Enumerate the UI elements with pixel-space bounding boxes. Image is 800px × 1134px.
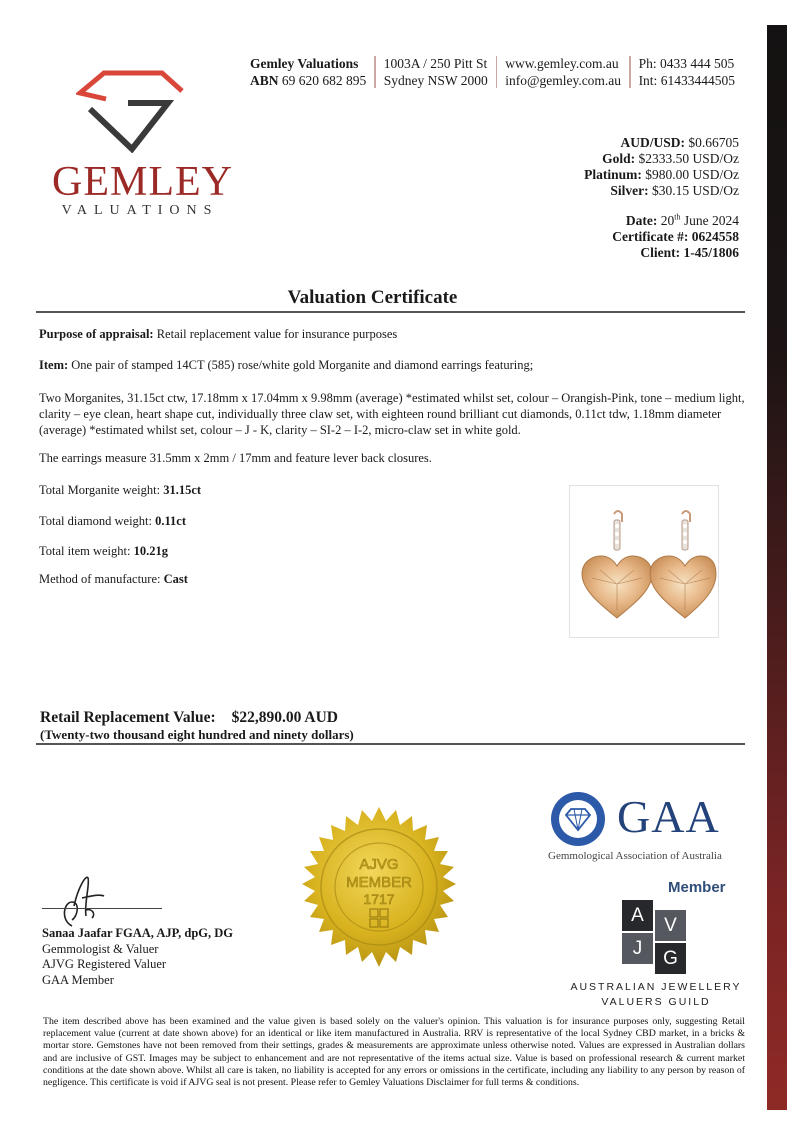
phone-label: Ph: xyxy=(638,56,657,71)
purpose-label: Purpose of appraisal: xyxy=(39,327,154,341)
ajvg-tile-v: V xyxy=(655,910,686,941)
ajvg-tile-j: J xyxy=(622,933,653,964)
gaa-emblem-icon xyxy=(545,790,613,848)
audusd-value: $0.66705 xyxy=(688,135,739,150)
side-accent-bar xyxy=(767,25,787,1110)
date-rest: June 2024 xyxy=(683,213,739,228)
total-value: 10.21g xyxy=(133,544,168,558)
measurements-line: The earrings measure 31.5mm x 2mm / 17mm and feature lever back closures. xyxy=(39,451,432,465)
logo-wordmark: GEMLEY xyxy=(52,159,233,205)
phone-block xyxy=(631,55,743,89)
title-divider xyxy=(36,311,745,313)
total-label: Total Morganite weight: xyxy=(39,483,161,497)
audusd-label: AUD/USD: xyxy=(620,135,685,150)
ajvg-name-line1: AUSTRALIAN JEWELLERY xyxy=(570,981,742,993)
market-rates xyxy=(584,135,739,199)
platinum-value: $980.00 USD/Oz xyxy=(645,167,739,182)
gaa-acronym: GAA xyxy=(617,791,720,842)
signature-line xyxy=(42,908,162,909)
date-label: Date: xyxy=(625,213,658,228)
total-value: 0.11ct xyxy=(155,514,187,528)
website-link[interactable]: www.gemley.com.au xyxy=(505,56,619,71)
member-label: Member xyxy=(668,879,726,896)
purpose-value: Retail replacement value for insurance purposes xyxy=(156,327,398,341)
platinum-label: Platinum: xyxy=(584,167,642,182)
certificate-meta xyxy=(612,213,739,261)
signer-title: GAA Member xyxy=(42,972,114,987)
ajvg-tile-g: G xyxy=(655,943,686,974)
total-label: Total diamond weight: xyxy=(39,514,152,528)
address-block xyxy=(376,55,496,89)
contact-header xyxy=(250,55,743,89)
total-row xyxy=(39,482,539,498)
heart-earrings-image-icon xyxy=(570,486,717,636)
svg-text:1717: 1717 xyxy=(363,891,395,907)
retail-value-line xyxy=(40,709,338,727)
company-name: Gemley Valuations xyxy=(250,56,359,71)
total-value: 31.15ct xyxy=(163,483,202,497)
certificate-label: Certificate #: xyxy=(612,229,689,244)
retail-value-words: (Twenty-two thousand eight hundred and ninety dollars) xyxy=(40,727,354,742)
total-value: Cast xyxy=(163,572,188,586)
client-label: Client: xyxy=(640,245,681,260)
item-label: Item: xyxy=(39,358,69,372)
gold-label: Gold: xyxy=(602,151,636,166)
silver-value: $30.15 USD/Oz xyxy=(652,183,739,198)
signer-title: Gemmologist & Valuer xyxy=(42,941,159,956)
item-description: Two Morganites, 31.15ct ctw, 17.18mm x 17.04mm x 9.98mm (average) *estimated whilst set, colour – Orangish-Pink, tone – medium light, clarity – eye clean, heart shape cut, individually three claw set, with eighteen round brilliant cut diamonds, 0.11ct tdw, 1.18mm diameter (average) *estimated whilst set, colour – J - K, clarity – SI-2 – I-2, micro-claw set in white gold. xyxy=(39,391,745,437)
gold-seal-icon xyxy=(290,805,468,977)
address-line1: 1003A / 250 Pitt St xyxy=(383,56,488,71)
disclaimer-text: The item described above has been examined and the value given is based solely on the valuer's opinion. This valuation is for insurance purposes only, suggesting Retail replacement value (current at date shown above) for an identical or like item manufactured in Australia. RRV is representative of the local Sydney CBD market, in a bricks & mortar store. Gemstones have not been removed from their settings, grades & measurements are approximate unless otherwise noted. Values are expressed in Australian dollars and are inclusive of GST. Images may be subject to enhancement and are not representative of the items actual size. Value is based on professional research & current market conditions at the date shown above. Whilst all care is taken, no liability is accepted for any errors or omissions in the certificate, including any liability to any person by reason of negligence. This certificate is void if AJVG seal is not present. Please refer to Gemley Valuations Disclaimer for full terms & conditions. xyxy=(43,1016,745,1089)
abn-label: ABN xyxy=(250,73,279,88)
ajvg-gold-seal xyxy=(290,805,468,977)
client-number: 1-45/1806 xyxy=(683,245,739,260)
retail-value-amount: $22,890.00 AUD xyxy=(231,709,338,726)
signer-title: AJVG Registered Valuer xyxy=(42,957,167,971)
address-line2: Sydney NSW 2000 xyxy=(383,73,488,88)
signer-block xyxy=(42,926,233,988)
email-link[interactable]: info@gemley.com.au xyxy=(505,73,622,88)
gemley-logo xyxy=(40,55,233,225)
signer-name: Sanaa Jaafar FGAA, AJP, dpG, DG xyxy=(42,926,234,940)
certificate-number: 0624558 xyxy=(691,229,739,244)
ajvg-name xyxy=(566,980,746,1010)
svg-text:AJVG: AJVG xyxy=(359,856,399,873)
item-value: One pair of stamped 14CT (585) rose/white gold Morganite and diamond earrings featuring; xyxy=(71,358,534,372)
gold-value: $2333.50 USD/Oz xyxy=(638,151,739,166)
ajvg-tile-a: A xyxy=(622,900,653,931)
svg-text:MEMBER: MEMBER xyxy=(346,874,412,891)
company-block xyxy=(250,55,374,89)
web-block xyxy=(497,55,629,89)
purpose-line xyxy=(39,326,745,342)
total-row xyxy=(39,543,539,559)
phone-number[interactable]: 0433 444 505 xyxy=(659,56,735,71)
date-day: 20 xyxy=(660,213,675,228)
gaa-fullname: Gemmological Association of Australia xyxy=(548,850,722,862)
earrings-photo xyxy=(569,485,719,638)
total-row xyxy=(39,571,539,587)
logo-subtitle: VALUATIONS xyxy=(61,203,219,218)
diamond-g-logo-icon xyxy=(76,65,188,153)
page-title: Valuation Certificate xyxy=(287,287,458,308)
ajvg-name-line2: VALUERS GUILD xyxy=(601,996,711,1008)
abn-number: 69 620 682 895 xyxy=(281,73,367,88)
date-suffix: th xyxy=(674,212,681,222)
retail-value-label: Retail Replacement Value: xyxy=(40,709,216,726)
int-phone-label: Int: xyxy=(638,73,658,88)
int-phone-number[interactable]: 61433444505 xyxy=(660,73,735,88)
value-divider xyxy=(36,743,745,745)
total-row xyxy=(39,513,539,529)
silver-label: Silver: xyxy=(610,183,649,198)
item-line xyxy=(39,357,745,373)
signature-icon xyxy=(42,868,112,928)
total-label: Method of manufacture: xyxy=(39,572,161,586)
total-label: Total item weight: xyxy=(39,544,131,558)
